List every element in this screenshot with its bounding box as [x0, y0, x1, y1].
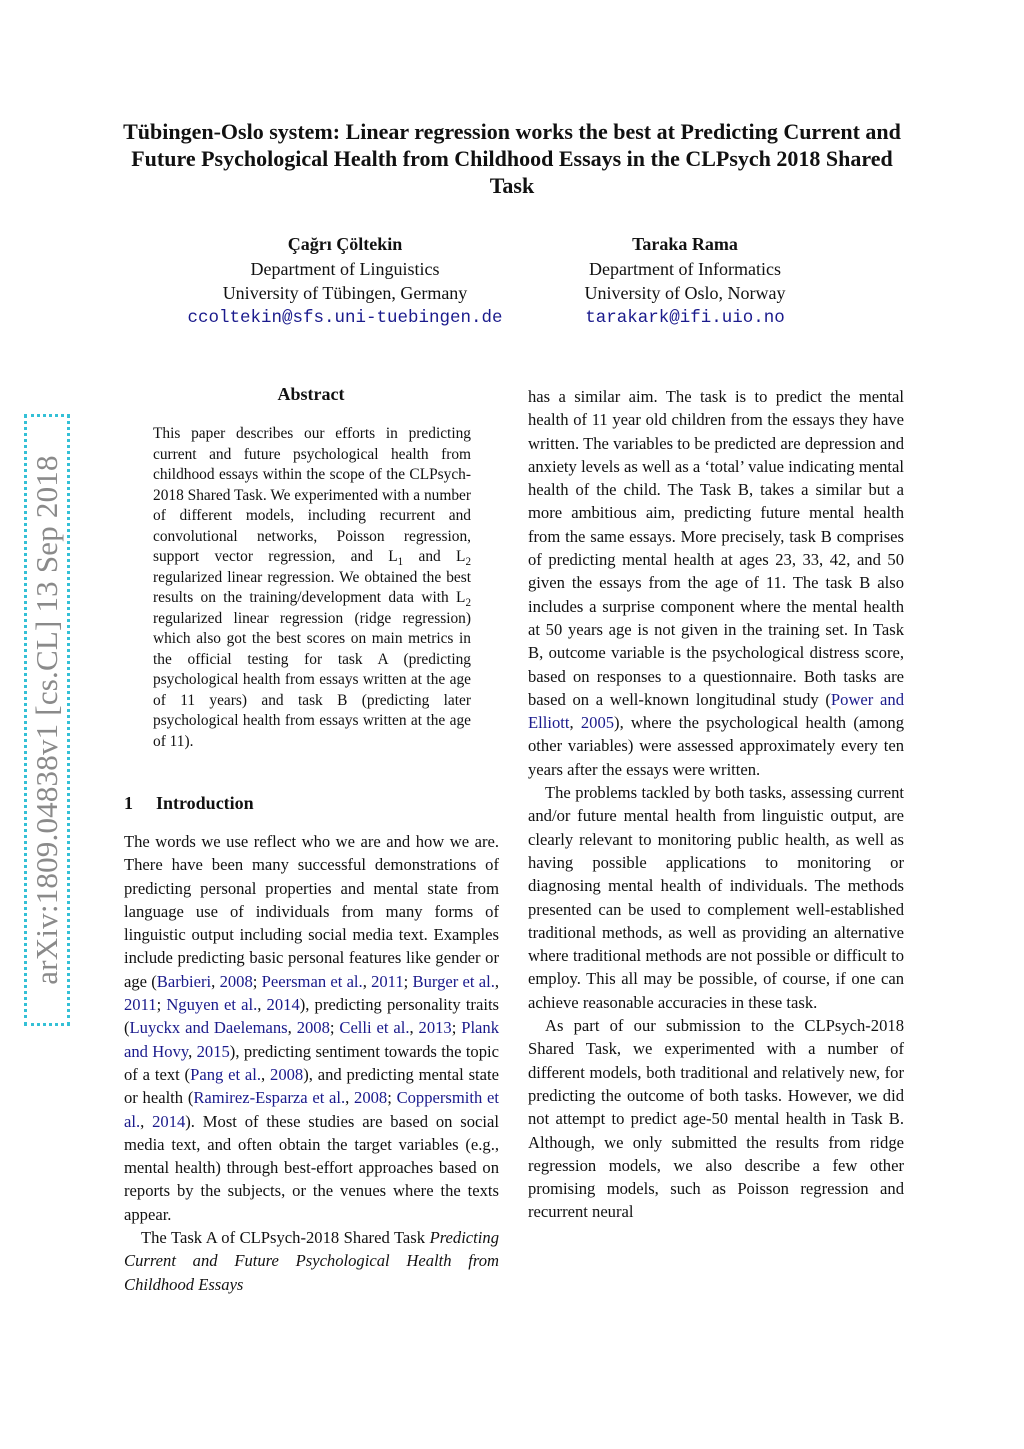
- subscript: 1: [397, 556, 404, 569]
- body-text: ,: [140, 1111, 153, 1131]
- citation-link[interactable]: Plank and Hovy: [124, 1018, 500, 1061]
- body-text: ,: [494, 971, 500, 991]
- author-block-2: [560, 232, 810, 330]
- body-text: ,: [257, 995, 267, 1015]
- author-department: Department of Linguistics: [250, 258, 440, 279]
- citation-link[interactable]: Nguyen et al.: [166, 995, 258, 1015]
- body-text: The Task A of CLPsych-2018 Shared Task: [141, 1228, 430, 1248]
- citation-link[interactable]: 2008: [296, 1018, 330, 1038]
- body-text: ,: [345, 1088, 355, 1108]
- section-heading: [124, 793, 254, 814]
- paper-title: Tübingen-Oslo system: Linear regression works the best at Predicting Current and Future Psychological Health from Childhood Essays in the CLPsych 2018 Shared Task: [123, 119, 901, 198]
- body-text: ;: [156, 995, 167, 1015]
- body-text: ,: [362, 971, 372, 991]
- body-text: ;: [252, 971, 262, 991]
- body-text: The words we use reflect who we are and how we are. There have been many successful demonstrations of predicting personal properties and mental state from language use of individuals from many forms of linguistic output including social media text. Examples include predicting basic personal features like gender or age (: [124, 832, 499, 991]
- author-email[interactable]: tarakark@ifi.uio.no: [585, 307, 785, 328]
- citation-link[interactable]: 2014: [266, 995, 300, 1015]
- section-number: 1: [124, 793, 133, 813]
- intro-paragraph-2-continued: [528, 385, 904, 781]
- abstract-text: and L: [403, 548, 466, 565]
- intro-paragraph-1: [124, 830, 499, 1226]
- abstract-heading: Abstract: [277, 384, 345, 404]
- citation-link[interactable]: 2011: [124, 995, 157, 1015]
- author-affiliation: University of Oslo, Norway: [584, 283, 786, 303]
- abstract-text: regularized linear regression. We obtained the best results on the training/development data with L: [153, 568, 471, 606]
- body-text: ,: [569, 713, 581, 733]
- intro-paragraph-4: As part of our submission to the CLPsych-2018 Shared Task, we experimented with a number of different models, both traditional and relatively new, for predicting the outcome of both tasks. However, we did not attempt to predict age-50 mental health in Task B. Although, we only submitted the results from ridge regression models, we also describe a few other promising models, such as Poisson regression and recurrent neural: [528, 1016, 904, 1222]
- citation-link[interactable]: 2014: [152, 1111, 186, 1131]
- citation-link[interactable]: Barbieri: [156, 971, 212, 991]
- left-column: [124, 830, 499, 1296]
- abstract-body: [153, 424, 471, 752]
- author-department: Department of Informatics: [589, 258, 781, 279]
- arxiv-stamp: [24, 414, 70, 1026]
- citation-link[interactable]: 2005: [580, 713, 615, 733]
- citation-link[interactable]: 2011: [371, 971, 404, 991]
- citation-link[interactable]: 2015: [196, 1041, 230, 1061]
- author-name: Taraka Rama: [632, 234, 738, 254]
- citation-link[interactable]: Ramirez-Esparza et al.: [193, 1088, 346, 1108]
- body-text: ). Most of these studies are based on social media text, and often obtain the target variables (e.g., mental health) through best-effort approaches based on reports by the subjects, or the venues where the texts appear.: [124, 1111, 499, 1224]
- citation-link[interactable]: 2008: [354, 1088, 388, 1108]
- citation-link[interactable]: Burger et al.: [412, 971, 495, 991]
- body-text: has a similar aim. The task is to predict the mental health of 11 year old children from the essays they have written. The variables to be predicted are depression and anxiety levels as well as a ‘total’ value indicating mental health of the child. The Task B, takes a similar but a more ambitious aim, predicting future mental health from the same essays. More precisely, task B comprises of predicting mental health at ages 23, 33, 42, and 50 given the essays from the age of 11. The task B also includes a surprise component where the mental health at 50 years age is not given in the training set. In Task B, outcome variable is the psychological distress score, based on responses to a questionnaire. Both tasks are based on a well-known longitudinal study (: [528, 387, 904, 709]
- citation-link[interactable]: Celli et al.: [339, 1018, 410, 1038]
- body-text: ,: [261, 1064, 271, 1084]
- author-affiliation: University of Tübingen, Germany: [222, 283, 468, 303]
- task-title-italic: Predicting Current and Future Psychological Health from Childhood Essays: [124, 1228, 499, 1294]
- author-block-1: [150, 232, 540, 330]
- body-text: ;: [451, 1018, 462, 1038]
- body-text: ,: [287, 1018, 297, 1038]
- abstract-text: regularized linear regression (ridge regression) which also got the best scores on main metrics in the official testing for task A (predicting psychological health from essays written at the age of 11 years) and task B (predicting later psychological health from essays written at the age of 11).: [153, 609, 471, 750]
- body-text: ), predicting sentiment towards the topic of a text (: [124, 1041, 499, 1084]
- body-text: ,: [188, 1041, 197, 1061]
- right-column: [528, 385, 904, 1224]
- body-text: ), predicting personality traits (: [124, 995, 500, 1038]
- citation-link[interactable]: Power and Elliott: [528, 689, 904, 733]
- author-name: Çağrı Çöltekin: [287, 234, 403, 254]
- intro-paragraph-3: The problems tackled by both tasks, assessing current and/or future mental health from linguistic output, are clearly relevant to monitoring public health, as well as having possible applications to monitoring or diagnosing mental health of individuals. The methods presented can be used to complement well-established traditional methods, as well as providing an alternative where traditional methods are not possible or difficult to employ. This all may be possible, of course, if one can achieve reasonable accuracies in these task.: [528, 783, 904, 1012]
- citation-link[interactable]: 2013: [418, 1018, 452, 1038]
- citation-link[interactable]: Peersman et al.: [261, 971, 363, 991]
- body-text: ,: [409, 1018, 419, 1038]
- abstract-text: This paper describes our efforts in predicting current and future psychological health from childhood essays within the scope of the CLPsych-2018 Shared Task. We experimented with a number of different models, including recurrent and convolutional networks, Poisson regression, support vector regression, and L: [153, 425, 471, 565]
- body-text: ), and predicting mental state or health (: [124, 1064, 500, 1108]
- body-text: ;: [329, 1018, 340, 1038]
- section-title: Introduction: [156, 793, 254, 813]
- body-text: ;: [387, 1088, 397, 1108]
- citation-link[interactable]: 2008: [219, 971, 253, 991]
- subscript: 2: [465, 556, 471, 569]
- arxiv-stamp-text: arXiv:1809.04838v1 [cs.CL] 13 Sep 2018: [29, 455, 64, 985]
- subscript: 2: [465, 597, 471, 610]
- intro-paragraph-2: [124, 1226, 499, 1296]
- body-text: ,: [211, 971, 220, 991]
- citation-link[interactable]: Luyckx and Daelemans: [129, 1018, 288, 1038]
- body-text: ;: [403, 971, 413, 991]
- citation-link[interactable]: Coppersmith et al.: [124, 1088, 499, 1131]
- citation-link[interactable]: 2008: [270, 1064, 304, 1084]
- citation-link[interactable]: Pang et al.: [190, 1064, 262, 1084]
- author-email[interactable]: ccoltekin@sfs.uni-tuebingen.de: [187, 307, 503, 328]
- body-text: ), where the psychological health (among other variables) were assessed approximately every ten years after the essays were written.: [528, 713, 905, 779]
